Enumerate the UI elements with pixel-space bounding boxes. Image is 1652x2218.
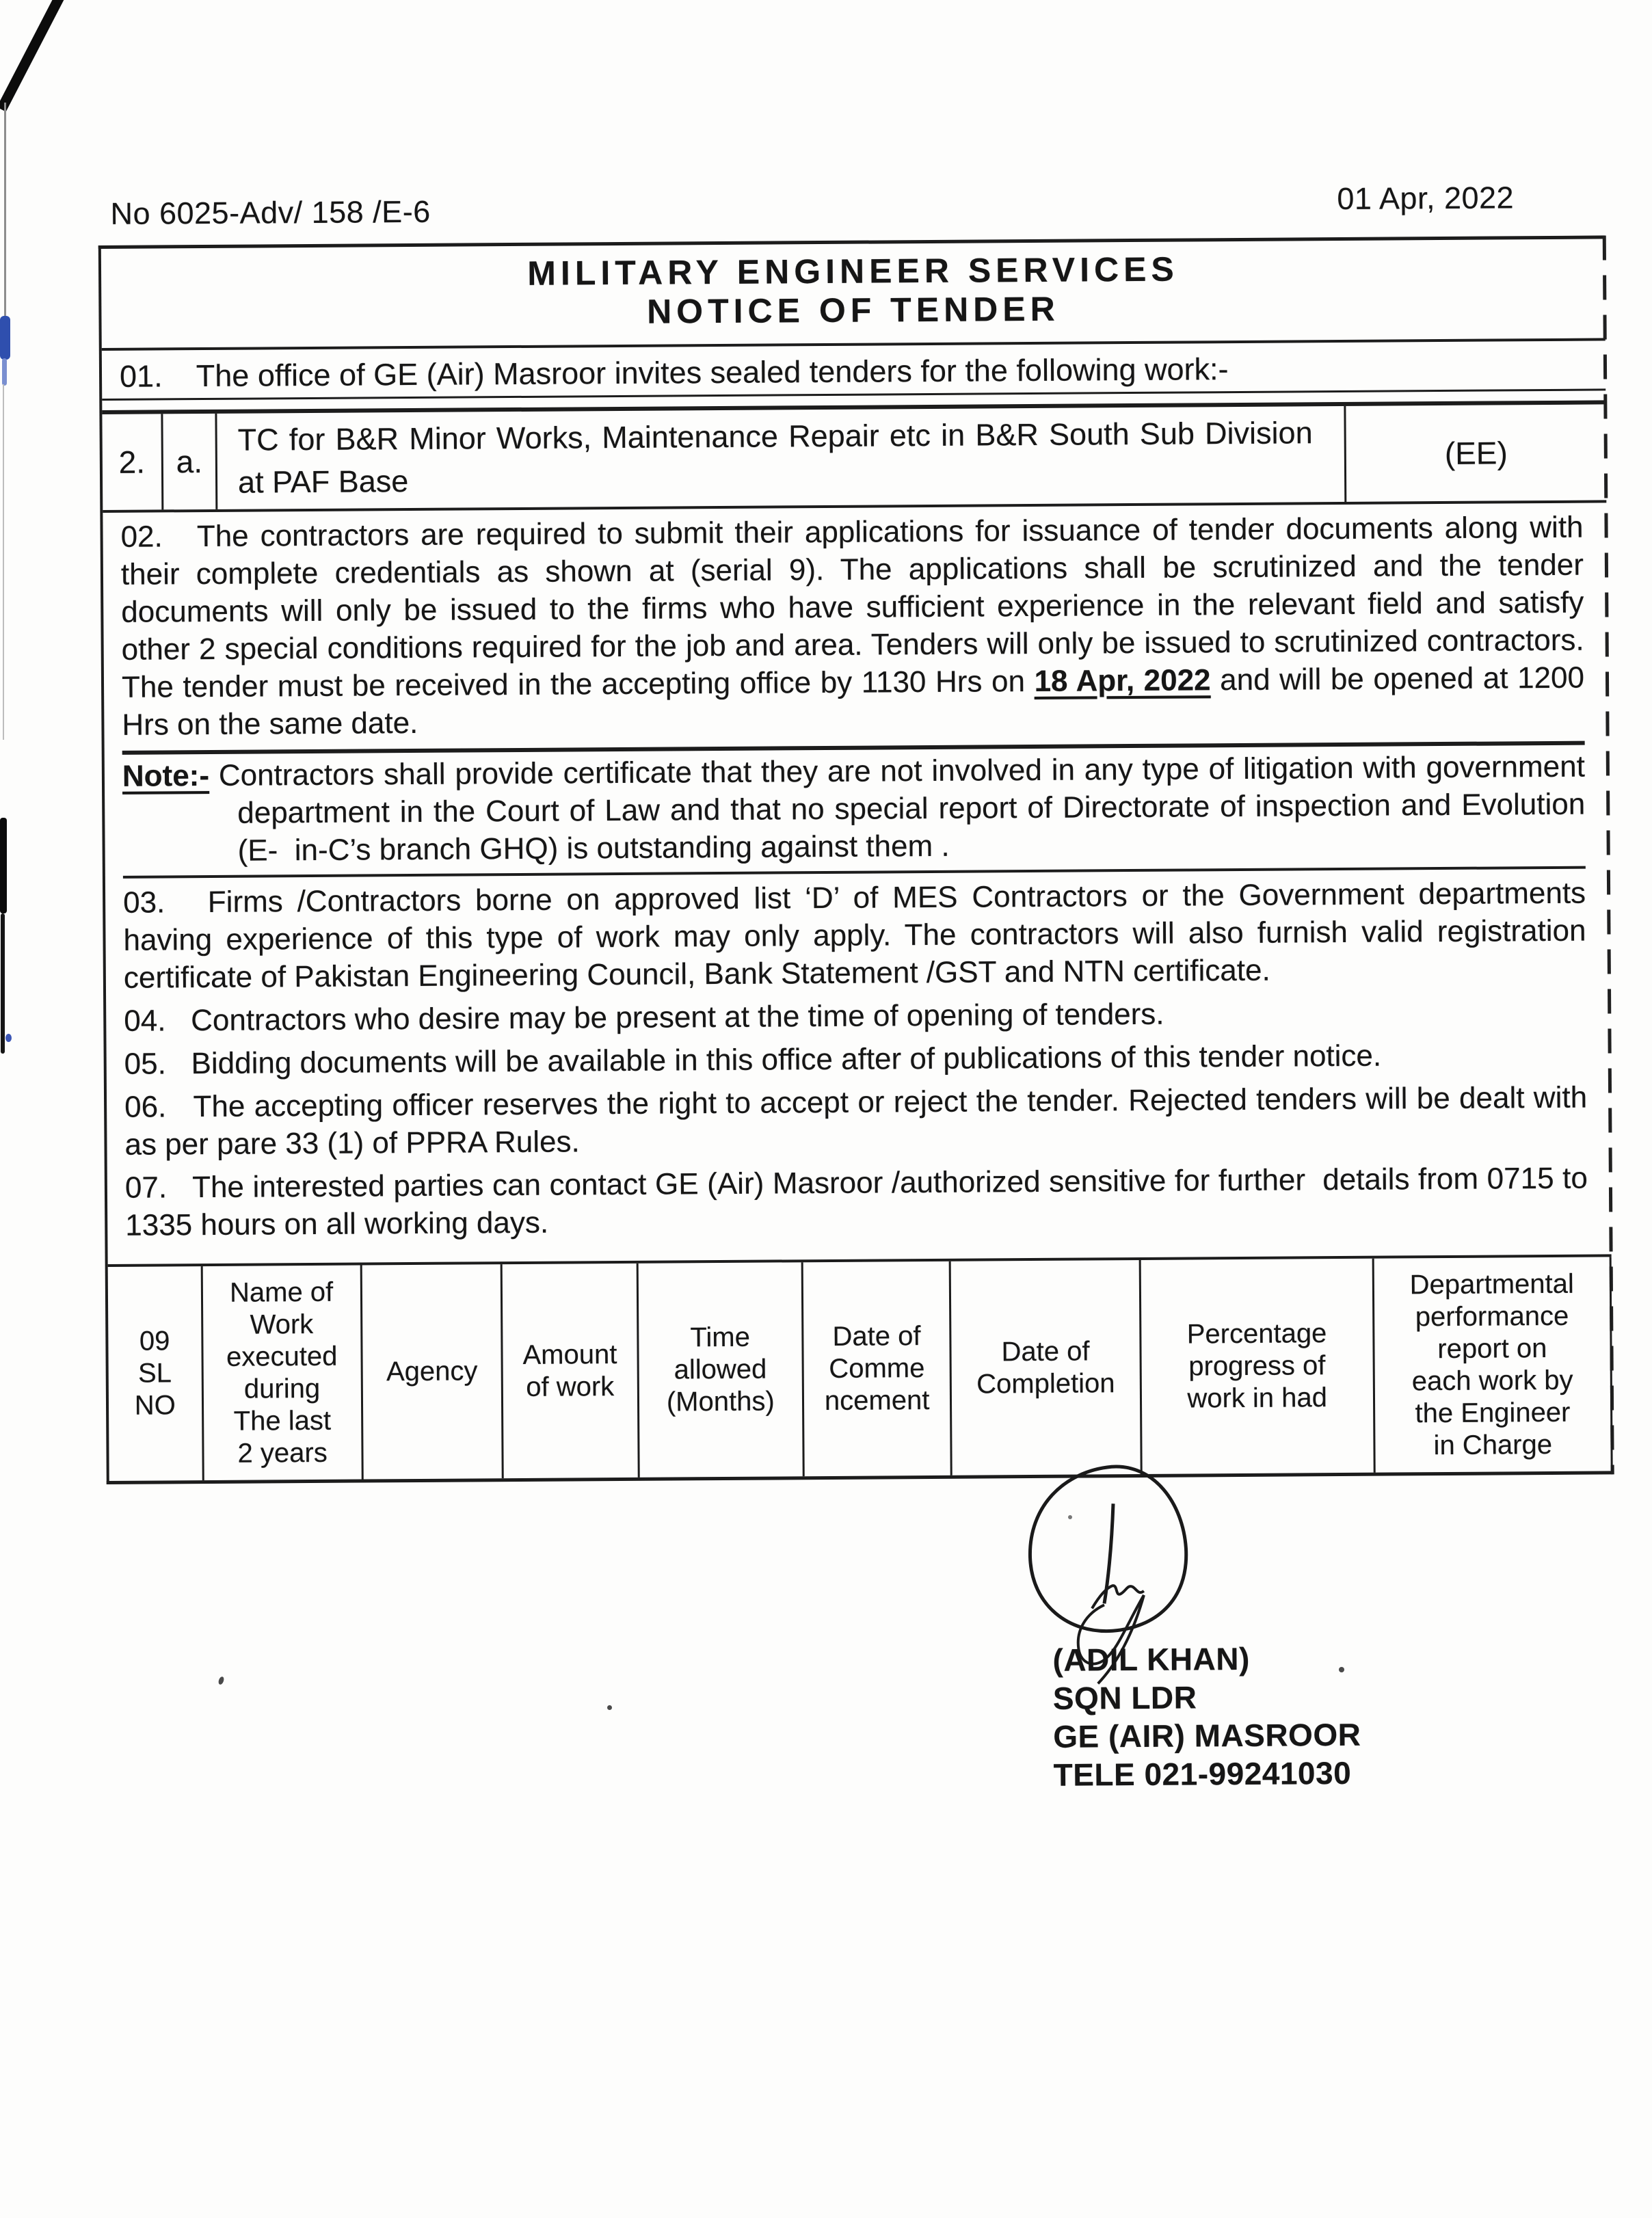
note-label: Note:- <box>122 758 210 793</box>
clause-05: 05. Bidding documents will be available in this office after of publications of this tender notice. <box>124 1039 1382 1081</box>
clause-03: 03. Firms /Contractors borne on approved list ‘D’ of MES Contractors or the Government departments having experience of this type of work may only apply. The contractors will also furnish valid registration certificate of Pakistan Engineering Council, Bank Statement /GST and NTN certificate. <box>122 876 1595 995</box>
work-description: TC for B&R Minor Works, Maintenance Repair etc in B&R South Sub Division at PAF Base <box>217 406 1346 509</box>
col-amount: Amount of work <box>503 1264 639 1478</box>
title-block <box>101 239 1606 351</box>
signature-block <box>1052 1639 1361 1794</box>
work-sub-serial: a. <box>163 414 217 510</box>
clause-04: 04. Contractors who desire may be present at the time of opening of tenders. <box>124 997 1164 1038</box>
clause-02-tail: and will be opened at 1200 Hrs on the same date. <box>122 660 1593 742</box>
note-text: Contractors shall provide certificate that they are not involved in any type of litigation with government department in the Court of Law and that no special report of Directorate of inspection and Evolution (E- in-C’s branch GHQ) is outstanding against them . <box>209 749 1594 868</box>
clause-02 <box>120 509 1593 744</box>
clause-02-text: 02. The contractors are required to submit their applications for issuance of tender documents along with their complete credentials as shown at (serial 9). The applications shall be scrutinized and the tender documents will only be issued to the firms who have sufficient experience in the relevant field and satisfy other 2 special conditions required for the job and area. Tenders will only be issued to scrutinized contractors. The tender must be received in the accepting office by 1130 Hrs on <box>120 510 1593 704</box>
clauses <box>103 508 1611 1244</box>
signatory-name: (ADIL KHAN) <box>1052 1640 1250 1678</box>
clause-06: 06. The accepting officer reserves the right to accept or reject the tender. Rejected tenders will be dealt with as per pare 33 (1) of PPRA Rules. <box>124 1080 1596 1162</box>
work-serial: 2. <box>102 414 163 510</box>
note-block <box>122 741 1594 879</box>
col-sl-no: 09 SL NO <box>108 1266 204 1481</box>
reference-number: No 6025-Adv/ 158 /E-6 <box>110 193 431 231</box>
col-departmental-report: Departmental performance report on each work by the Engineer in Charge <box>1374 1257 1612 1472</box>
col-date-commencement: Date of Comme ncement <box>803 1261 952 1476</box>
col-percentage-progress: Percentage progress of work in had <box>1141 1259 1375 1474</box>
col-date-completion: Date of Completion <box>951 1260 1142 1475</box>
signatory-office: GE (AIR) MASROOR <box>1053 1716 1361 1754</box>
notice-title: NOTICE OF TENDER <box>646 289 1060 331</box>
clause-07: 07. The interested parties can contact GE (Air) Masroor /authorized sensitive for further details from 0715 to 1335 hours on all working days. <box>124 1161 1597 1242</box>
col-time-allowed: Time allowed (Months) <box>638 1262 805 1478</box>
work-category: (EE) <box>1444 435 1508 471</box>
document-date: 01 Apr, 2022 <box>1337 180 1515 217</box>
work-item-row <box>102 404 1606 513</box>
col-agency: Agency <box>362 1264 504 1479</box>
experience-table-header <box>108 1254 1613 1481</box>
note-paragraph <box>122 748 1594 870</box>
signatory-rank: SQN LDR <box>1052 1679 1197 1716</box>
clause-01: 01. The office of GE (Air) Masroor invites sealed tenders for the following work:- <box>102 340 1606 401</box>
col-work-name: Name of Work executed during The last 2 years <box>202 1266 363 1481</box>
notice-box <box>98 235 1613 1484</box>
signatory-phone: TELE 021-99241030 <box>1053 1754 1352 1793</box>
org-title: MILITARY ENGINEER SERVICES <box>527 250 1179 293</box>
tender-deadline-date: 18 Apr, 2022 <box>1034 663 1211 698</box>
